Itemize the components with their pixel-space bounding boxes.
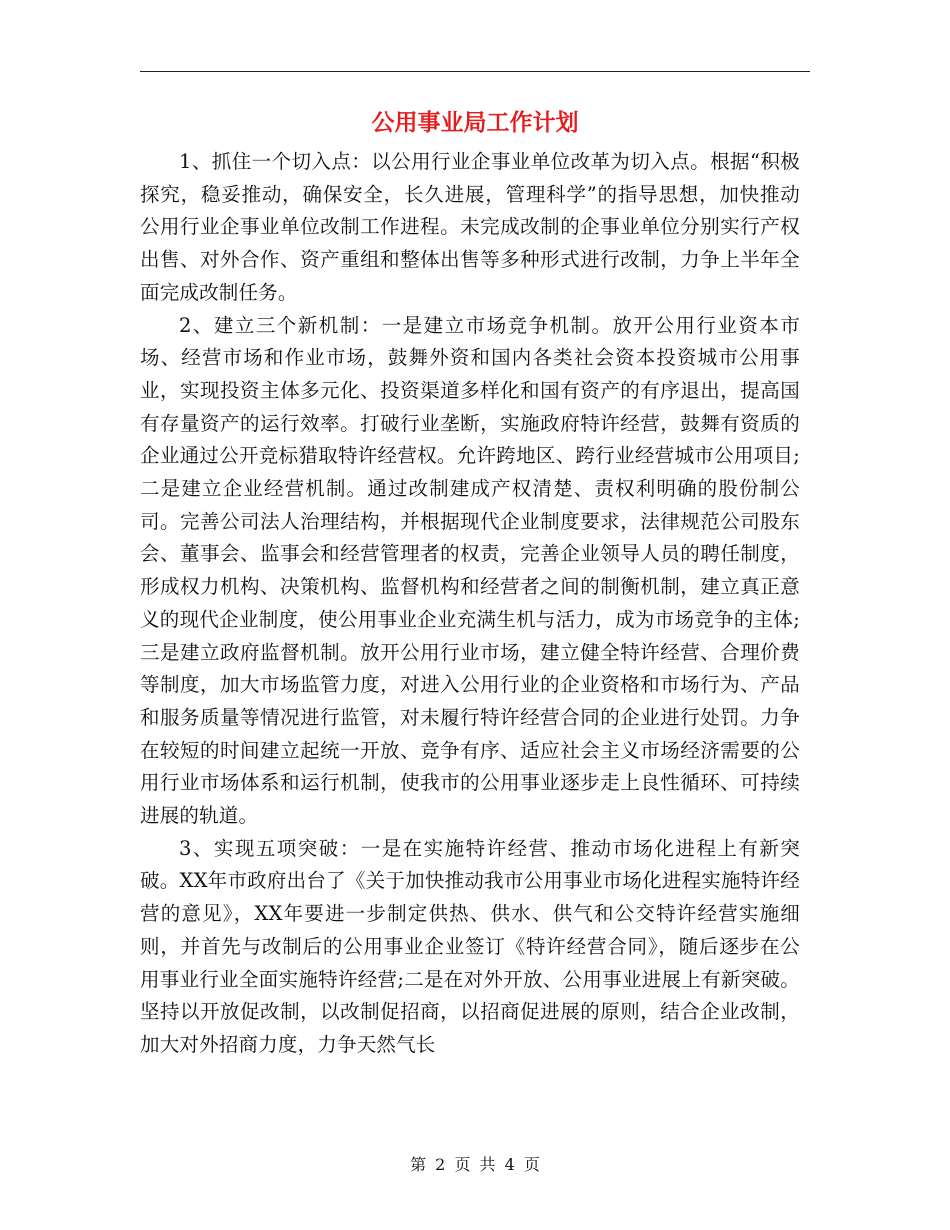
- header-rule: [140, 71, 810, 72]
- document-title: 公用事业局工作计划: [371, 109, 579, 136]
- paragraph-1: 1、抓住一个切入点：以公用行业企事业单位改革为切入点。根据“积极探究，稳妥推动，确保安全，长久进展，管理科学”的指导思想，加快推动公用行业企事业单位改制工作进程。未完成改制的企事业单位分别实行产权出售、对外合作、资产重组和整体出售等多种形式进行改制，力争上半年全面完成改制任务。: [140, 150, 800, 304]
- paragraph-2: 2、建立三个新机制：一是建立市场竞争机制。放开公用行业资本市场、经营市场和作业市场，鼓舞外资和国内各类社会资本投资城市公用事业，实现投资主体多元化、投资渠道多样化和国有资产的有序退出，提高国有存量资产的运行效率。打破行业垄断，实施政府特许经营，鼓舞有资质的企业通过公开竞标猎取特许经营权。允许跨地区、跨行业经营城市公用项目;二是建立企业经营机制。通过改制建成产权清楚、责权利明确的股份制公司。完善公司法人治理结构，并根据现代企业制度要求，法律规范公司股东会、董事会、监事会和经营管理者的权责，完善企业领导人员的聘任制度，形成权力机构、决策机构、监督机构和经营者之间的制衡机制，建立真正意义的现代企业制度，使公用事业企业充满生机与活力，成为市场竞争的主体;三是建立政府监督机制。放开公用行业市场，建立健全特许经营、合理价费等制度，加大市场监管力度，对进入公用行业的企业资格和市场行为、产品和服务质量等情况进行监管，对未履行特许经营合同的企业进行处罚。力争在较短的时间建立起统一开放、竞争有序、适应社会主义市场经济需要的公用行业市场体系和运行机制，使我市的公用事业逐步走上良性循环、可持续进展的轨道。: [140, 313, 800, 828]
- paragraph-3: 3、实现五项突破：一是在实施特许经营、推动市场化进程上有新突破。XX年市政府出台了《关于加快推动我市公用事业市场化进程实施特许经营的意见》，XX年要进一步制定供热、供水、供气和公交特许经营实施细则，并首先与改制后的公用事业企业签订《特许经营合同》，随后逐步在公用事业行业全面实施特许经营;二是在对外开放、公用事业进展上有新突破。坚持以开放促改制，以改制促招商，以招商促进展的原则，结合企业改制，加大对外招商力度，力争天然气长: [140, 836, 800, 1056]
- page-number-footer: 第 2 页 共 4 页: [410, 1155, 540, 1174]
- document-body: [140, 146, 800, 1062]
